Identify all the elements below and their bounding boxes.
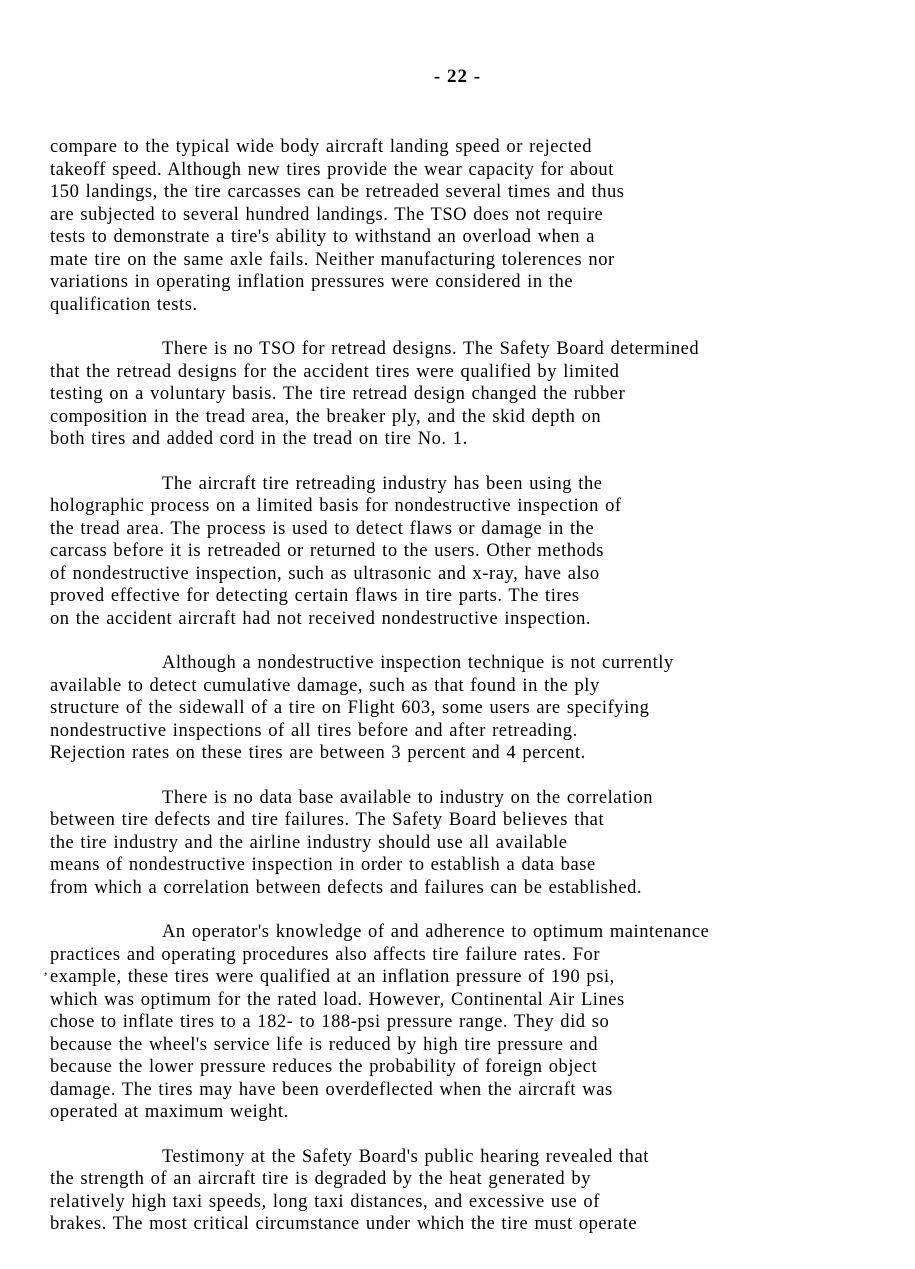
text-line: chose to inflate tires to a 182- to 188-psi pressure range. They did so: [50, 1012, 610, 1032]
text-line: The aircraft tire retreading industry has been using the: [162, 473, 603, 494]
text-line: brakes. The most critical circumstance under which the tire must operate: [50, 1214, 638, 1234]
text-line: proved effective for detecting certain flaws in tire parts. The tires: [50, 586, 580, 606]
text-line: composition in the tread area, the breaker ply, and the skid depth on: [50, 406, 602, 427]
text-line: An operator's knowledge of and adherence to optimum maintenance: [162, 922, 710, 942]
text-line: takeoff speed. Although new tires provide the wear capacity for about: [50, 159, 614, 180]
text-line: Rejection rates on these tires are between 3 percent and 4 percent.: [50, 743, 586, 763]
text-line: because the wheel's service life is reduced by high tire pressure and: [50, 1034, 598, 1055]
text-line: testing on a voluntary basis. The tire retread design changed the rubber: [50, 384, 626, 404]
text-line: between tire defects and tire failures. The Safety Board believes that: [50, 810, 605, 830]
text-line: compare to the typical wide body aircraft landing speed or rejected: [50, 137, 593, 157]
text-line: that the retread designs for the accident tires were qualified by limited: [50, 361, 620, 382]
text-line: damage. The tires may have been overdeflected when the aircraft was: [50, 1079, 613, 1100]
paragraph-2: [50, 338, 910, 451]
paragraph-7: [50, 1146, 910, 1236]
text-line: holographic process on a limited basis for nondestructive inspection of: [50, 496, 622, 516]
text-line: on the accident aircraft had not received nondestructive inspection.: [50, 608, 592, 629]
text-line: available to detect cumulative damage, such as that found in the ply: [50, 675, 600, 696]
text-line: of nondestructive inspection, such as ultrasonic and x-ray, have also: [50, 563, 600, 584]
text-line: the tread area. The process is used to detect flaws or damage in the: [50, 518, 595, 539]
text-line: relatively high taxi speeds, long taxi distances, and excessive use of: [50, 1191, 600, 1212]
text-line: are subjected to several hundred landings. The TSO does not require: [50, 204, 604, 225]
text-line: There is no data base available to industry on the correlation: [162, 787, 654, 808]
text-line: because the lower pressure reduces the probability of foreign object: [50, 1057, 598, 1077]
page-number: - 22 -: [433, 66, 482, 87]
text-line: structure of the sidewall of a tire on Flight 603, some users are specifying: [50, 698, 650, 718]
text-line: means of nondestructive inspection in order to establish a data base: [50, 855, 596, 875]
text-line: variations in operating inflation pressures were considered in the: [50, 272, 574, 292]
text-line: both tires and added cord in the tread on tire No. 1.: [50, 429, 468, 449]
text-line: which was optimum for the rated load. However, Continental Air Lines: [50, 989, 625, 1010]
text-line: 150 landings, the tire carcasses can be retreaded several times and thus: [50, 182, 625, 202]
text-line: the tire industry and the airline industry should use all available: [50, 832, 568, 853]
text-line: There is no TSO for retread designs. The Safety Board determined: [162, 339, 700, 359]
paragraph-4: [50, 652, 910, 765]
text-line: carcass before it is retreaded or returned to the users. Other methods: [50, 541, 604, 561]
text-line: the strength of an aircraft tire is degraded by the heat generated by: [50, 1169, 592, 1189]
text-line: mate tire on the same axle fails. Neither manufacturing tolerences nor: [50, 249, 615, 270]
paragraph-5: [50, 787, 910, 900]
text-line: operated at maximum weight.: [50, 1102, 289, 1122]
paragraph-3: [50, 473, 910, 631]
text-line: tests to demonstrate a tire's ability to withstand an overload when a: [50, 227, 595, 247]
text-line: practices and operating procedures also affects tire failure rates. For: [50, 944, 601, 965]
text-line: Testimony at the Safety Board's public hearing revealed that: [162, 1146, 649, 1167]
paragraph-6: [50, 921, 910, 1124]
text-line: qualification tests.: [50, 294, 198, 315]
text-line: Although a nondestructive inspection technique is not currently: [162, 653, 674, 673]
text-line: example, these tires were qualified at an inflation pressure of 190 psi,: [50, 967, 615, 987]
text-line: nondestructive inspections of all tires before and after retreading.: [50, 720, 578, 741]
body-text: [50, 136, 910, 1258]
text-line: from which a correlation between defects and failures can be established.: [50, 877, 643, 898]
paragraph-1: [50, 136, 910, 316]
stray-mark: ,: [44, 963, 48, 978]
